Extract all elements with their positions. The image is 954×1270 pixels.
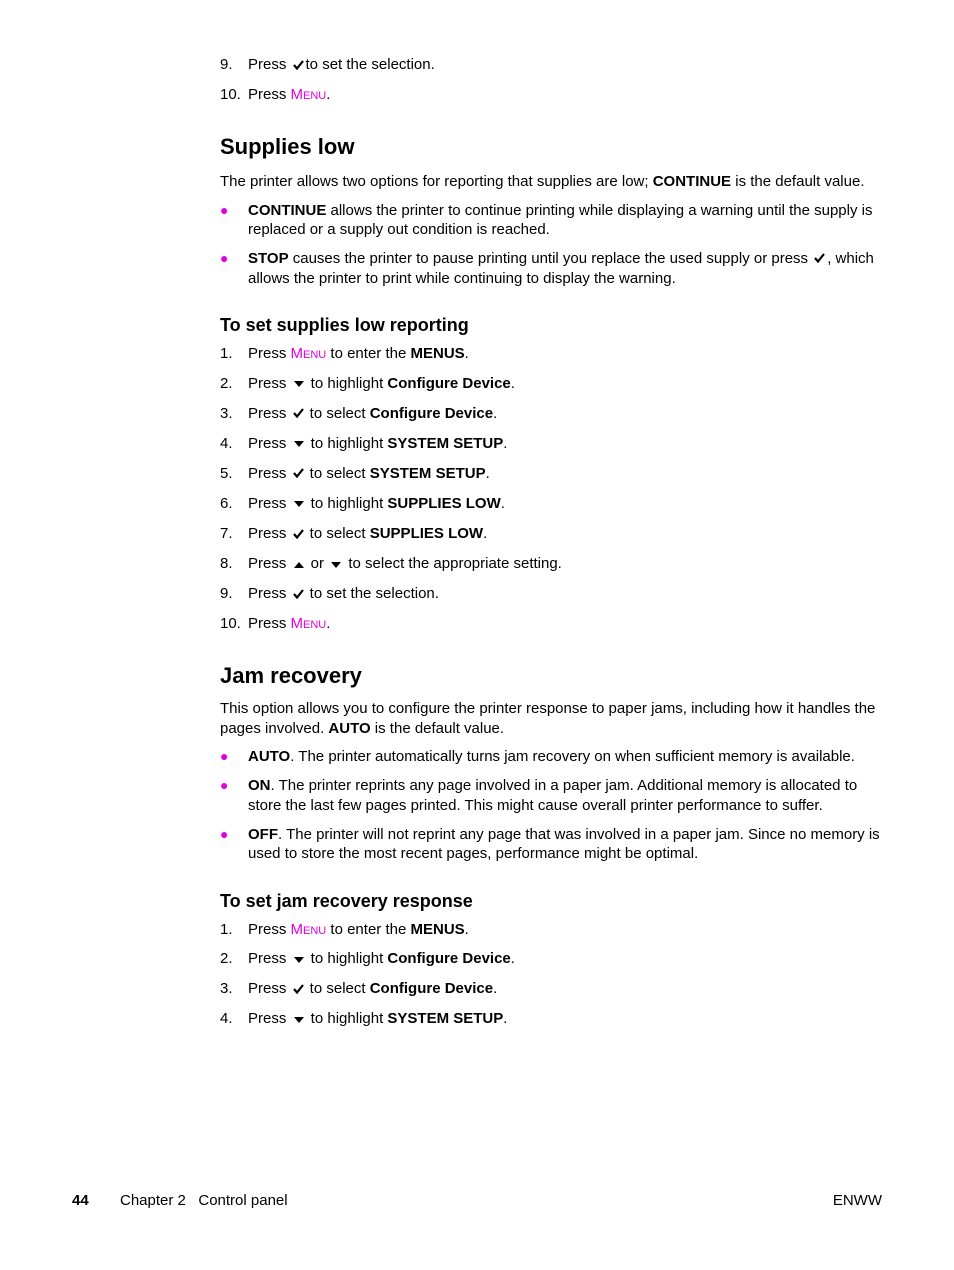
list-item [220, 55, 880, 75]
step-target: Configure Device [369, 404, 494, 422]
section-heading-supplies-low: Supplies low [220, 134, 355, 160]
step-text: Press [248, 524, 287, 542]
list-item [220, 374, 880, 394]
step-target: Configure Device [369, 980, 494, 998]
step-text: to select [305, 980, 370, 998]
step-text: to highlight [306, 950, 388, 968]
option-description: allows the printer to continue printing while displaying a warning until the supply is replaced or a supply out condition is reached. [248, 201, 873, 239]
step-target: Configure Device [387, 950, 511, 968]
list-item [220, 524, 880, 544]
step-text: Press [248, 434, 287, 452]
menu-key: Menu [290, 345, 327, 363]
jam-intro [220, 699, 880, 738]
step-text-end: . [483, 524, 488, 542]
bullet-icon: ● [220, 250, 229, 267]
option-name: AUTO [248, 748, 291, 766]
supplies-steps-list [220, 344, 880, 633]
section-heading-jam-recovery: Jam recovery [220, 663, 362, 689]
list-item [220, 201, 880, 240]
option-description-end: , which allows the printer to print while continuing to display the warning. [248, 250, 874, 287]
list-item [220, 614, 880, 633]
step-text: Press [248, 615, 287, 633]
bullet-icon: ● [220, 777, 229, 794]
step-text-end: . [510, 374, 515, 392]
step-number: 7. [220, 524, 233, 542]
bullet-icon: ● [220, 825, 229, 842]
step-text-end: . [503, 1010, 508, 1028]
step-text-end: . [500, 494, 505, 512]
down-arrow-icon [293, 494, 305, 513]
step-target: SUPPLIES LOW [387, 494, 501, 512]
option-name: ON [248, 777, 271, 795]
option-name: OFF [248, 825, 278, 843]
checkmark-icon [293, 585, 304, 604]
checkmark-icon [293, 404, 304, 423]
option-description: . The printer automatically turns jam recovery on when sufficient memory is available. [290, 748, 855, 766]
step-text: to select the appropriate setting. [344, 555, 562, 572]
step-target: SYSTEM SETUP [369, 464, 486, 482]
step-number: 9. [220, 56, 233, 73]
step-text: to highlight [306, 494, 388, 512]
bullet-icon: ● [220, 201, 229, 218]
step-target: SYSTEM SETUP [387, 1010, 504, 1028]
option-description: . The printer will not reprint any page that was involved in a paper jam. Since no memory is used to store the most recent pages, performance might be optimal. [248, 825, 880, 863]
step-number: 10. [220, 86, 241, 104]
subheading-jam-recovery-response: To set jam recovery response [220, 890, 473, 911]
list-item [220, 344, 880, 363]
step-text: to highlight [306, 374, 388, 392]
step-number: 3. [220, 404, 233, 422]
continued-steps-list [220, 55, 880, 104]
step-text: Press [248, 920, 287, 938]
up-arrow-icon [293, 555, 305, 574]
list-item [220, 825, 880, 864]
jam-intro-text: This option allows you to configure the printer response to paper jams, including how it handles the pages involved. [220, 700, 876, 737]
step-text: Press [248, 585, 287, 603]
bullet-icon: ● [220, 748, 229, 765]
jam-intro-text-end: is the default value. [370, 719, 505, 737]
step-text-end: . [510, 950, 515, 968]
list-item [220, 249, 880, 288]
footer-code: ENWW [832, 1192, 882, 1209]
step-text-end: . [493, 404, 498, 422]
step-text: Press [248, 56, 287, 73]
step-text: to select [305, 524, 370, 542]
list-item [220, 464, 880, 484]
step-number: 6. [220, 494, 233, 512]
step-number: 1. [220, 345, 233, 363]
list-item [220, 776, 880, 815]
step-text: Press [248, 950, 287, 968]
step-number: 8. [220, 555, 233, 572]
step-text: Press [248, 86, 287, 104]
step-number: 9. [220, 585, 233, 603]
step-text: Press [248, 464, 287, 482]
jam-intro-default: AUTO [328, 719, 371, 737]
supplies-intro-text-end: is the default value. [731, 173, 865, 191]
list-item [220, 584, 880, 604]
list-item [220, 747, 880, 767]
list-item [220, 494, 880, 514]
step-text: Press [248, 494, 287, 512]
list-item [220, 554, 880, 574]
option-description: . The printer reprints any page involved in a paper jam. Additional memory is allocated to store the last few pages printed. This might cause overall printer performance to suffer. [248, 777, 858, 814]
step-text: Press [248, 980, 287, 998]
step-number: 4. [220, 1010, 233, 1028]
down-arrow-icon [293, 950, 305, 969]
step-text: or [306, 555, 329, 572]
page-number: 44 [72, 1192, 89, 1209]
step-target: Configure Device [387, 374, 511, 392]
step-number: 3. [220, 980, 233, 998]
step-number: 10. [220, 615, 241, 633]
step-text: to enter the [326, 920, 411, 938]
list-item [220, 434, 880, 454]
chapter-title: Chapter 2 Control panel [120, 1192, 288, 1209]
step-text: . [326, 615, 331, 633]
menu-key: Menu [290, 86, 327, 104]
step-text-end: . [464, 920, 469, 938]
step-text: to enter the [326, 345, 411, 363]
checkmark-icon [293, 464, 304, 483]
step-target: SYSTEM SETUP [387, 434, 504, 452]
step-number: 2. [220, 374, 233, 392]
step-text: to highlight [306, 1010, 388, 1028]
step-text: to select [305, 404, 370, 422]
step-target: MENUS [410, 345, 465, 363]
down-arrow-icon [330, 555, 342, 574]
jam-options-list [220, 747, 880, 864]
list-item [220, 1009, 880, 1029]
option-description: causes the printer to pause printing until you replace the used supply or press [288, 250, 813, 268]
down-arrow-icon [293, 1010, 305, 1029]
step-text-end: . [485, 464, 490, 482]
step-text: Press [248, 555, 287, 572]
down-arrow-icon [293, 374, 305, 393]
down-arrow-icon [293, 434, 305, 453]
checkmark-icon [293, 980, 304, 999]
option-name: STOP [248, 250, 289, 268]
step-number: 4. [220, 434, 233, 452]
step-text: to highlight [306, 434, 388, 452]
step-text: Press [248, 345, 287, 363]
list-item [220, 404, 880, 424]
step-number: 5. [220, 464, 233, 482]
supplies-intro [220, 172, 880, 192]
menu-key: Menu [290, 920, 327, 938]
list-item [220, 85, 880, 104]
list-item [220, 979, 880, 999]
step-text: to select [305, 464, 370, 482]
option-name: CONTINUE [248, 201, 327, 219]
step-target: MENUS [410, 920, 465, 938]
checkmark-icon [293, 56, 304, 75]
step-text: Press [248, 374, 287, 392]
list-item [220, 920, 880, 939]
jam-steps-list [220, 920, 880, 1029]
subheading-supplies-low-reporting: To set supplies low reporting [220, 315, 469, 336]
step-text-end: . [503, 434, 508, 452]
step-text: Press [248, 404, 287, 422]
step-text: . [326, 86, 331, 104]
step-text-end: . [493, 980, 498, 998]
supplies-options-list [220, 201, 880, 289]
page-content [220, 55, 880, 1039]
checkmark-icon [293, 525, 304, 544]
menu-key: Menu [290, 615, 327, 633]
step-text-end: . [464, 345, 469, 363]
step-number: 2. [220, 950, 233, 968]
step-text: to set the selection. [305, 56, 435, 73]
supplies-intro-default: CONTINUE [652, 173, 732, 191]
step-number: 1. [220, 920, 233, 938]
list-item [220, 949, 880, 969]
step-text: Press [248, 1010, 287, 1028]
step-target: SUPPLIES LOW [369, 524, 484, 542]
checkmark-icon [814, 249, 825, 269]
supplies-intro-text: The printer allows two options for reporting that supplies are low; [220, 173, 653, 191]
step-text: to set the selection. [305, 585, 439, 603]
